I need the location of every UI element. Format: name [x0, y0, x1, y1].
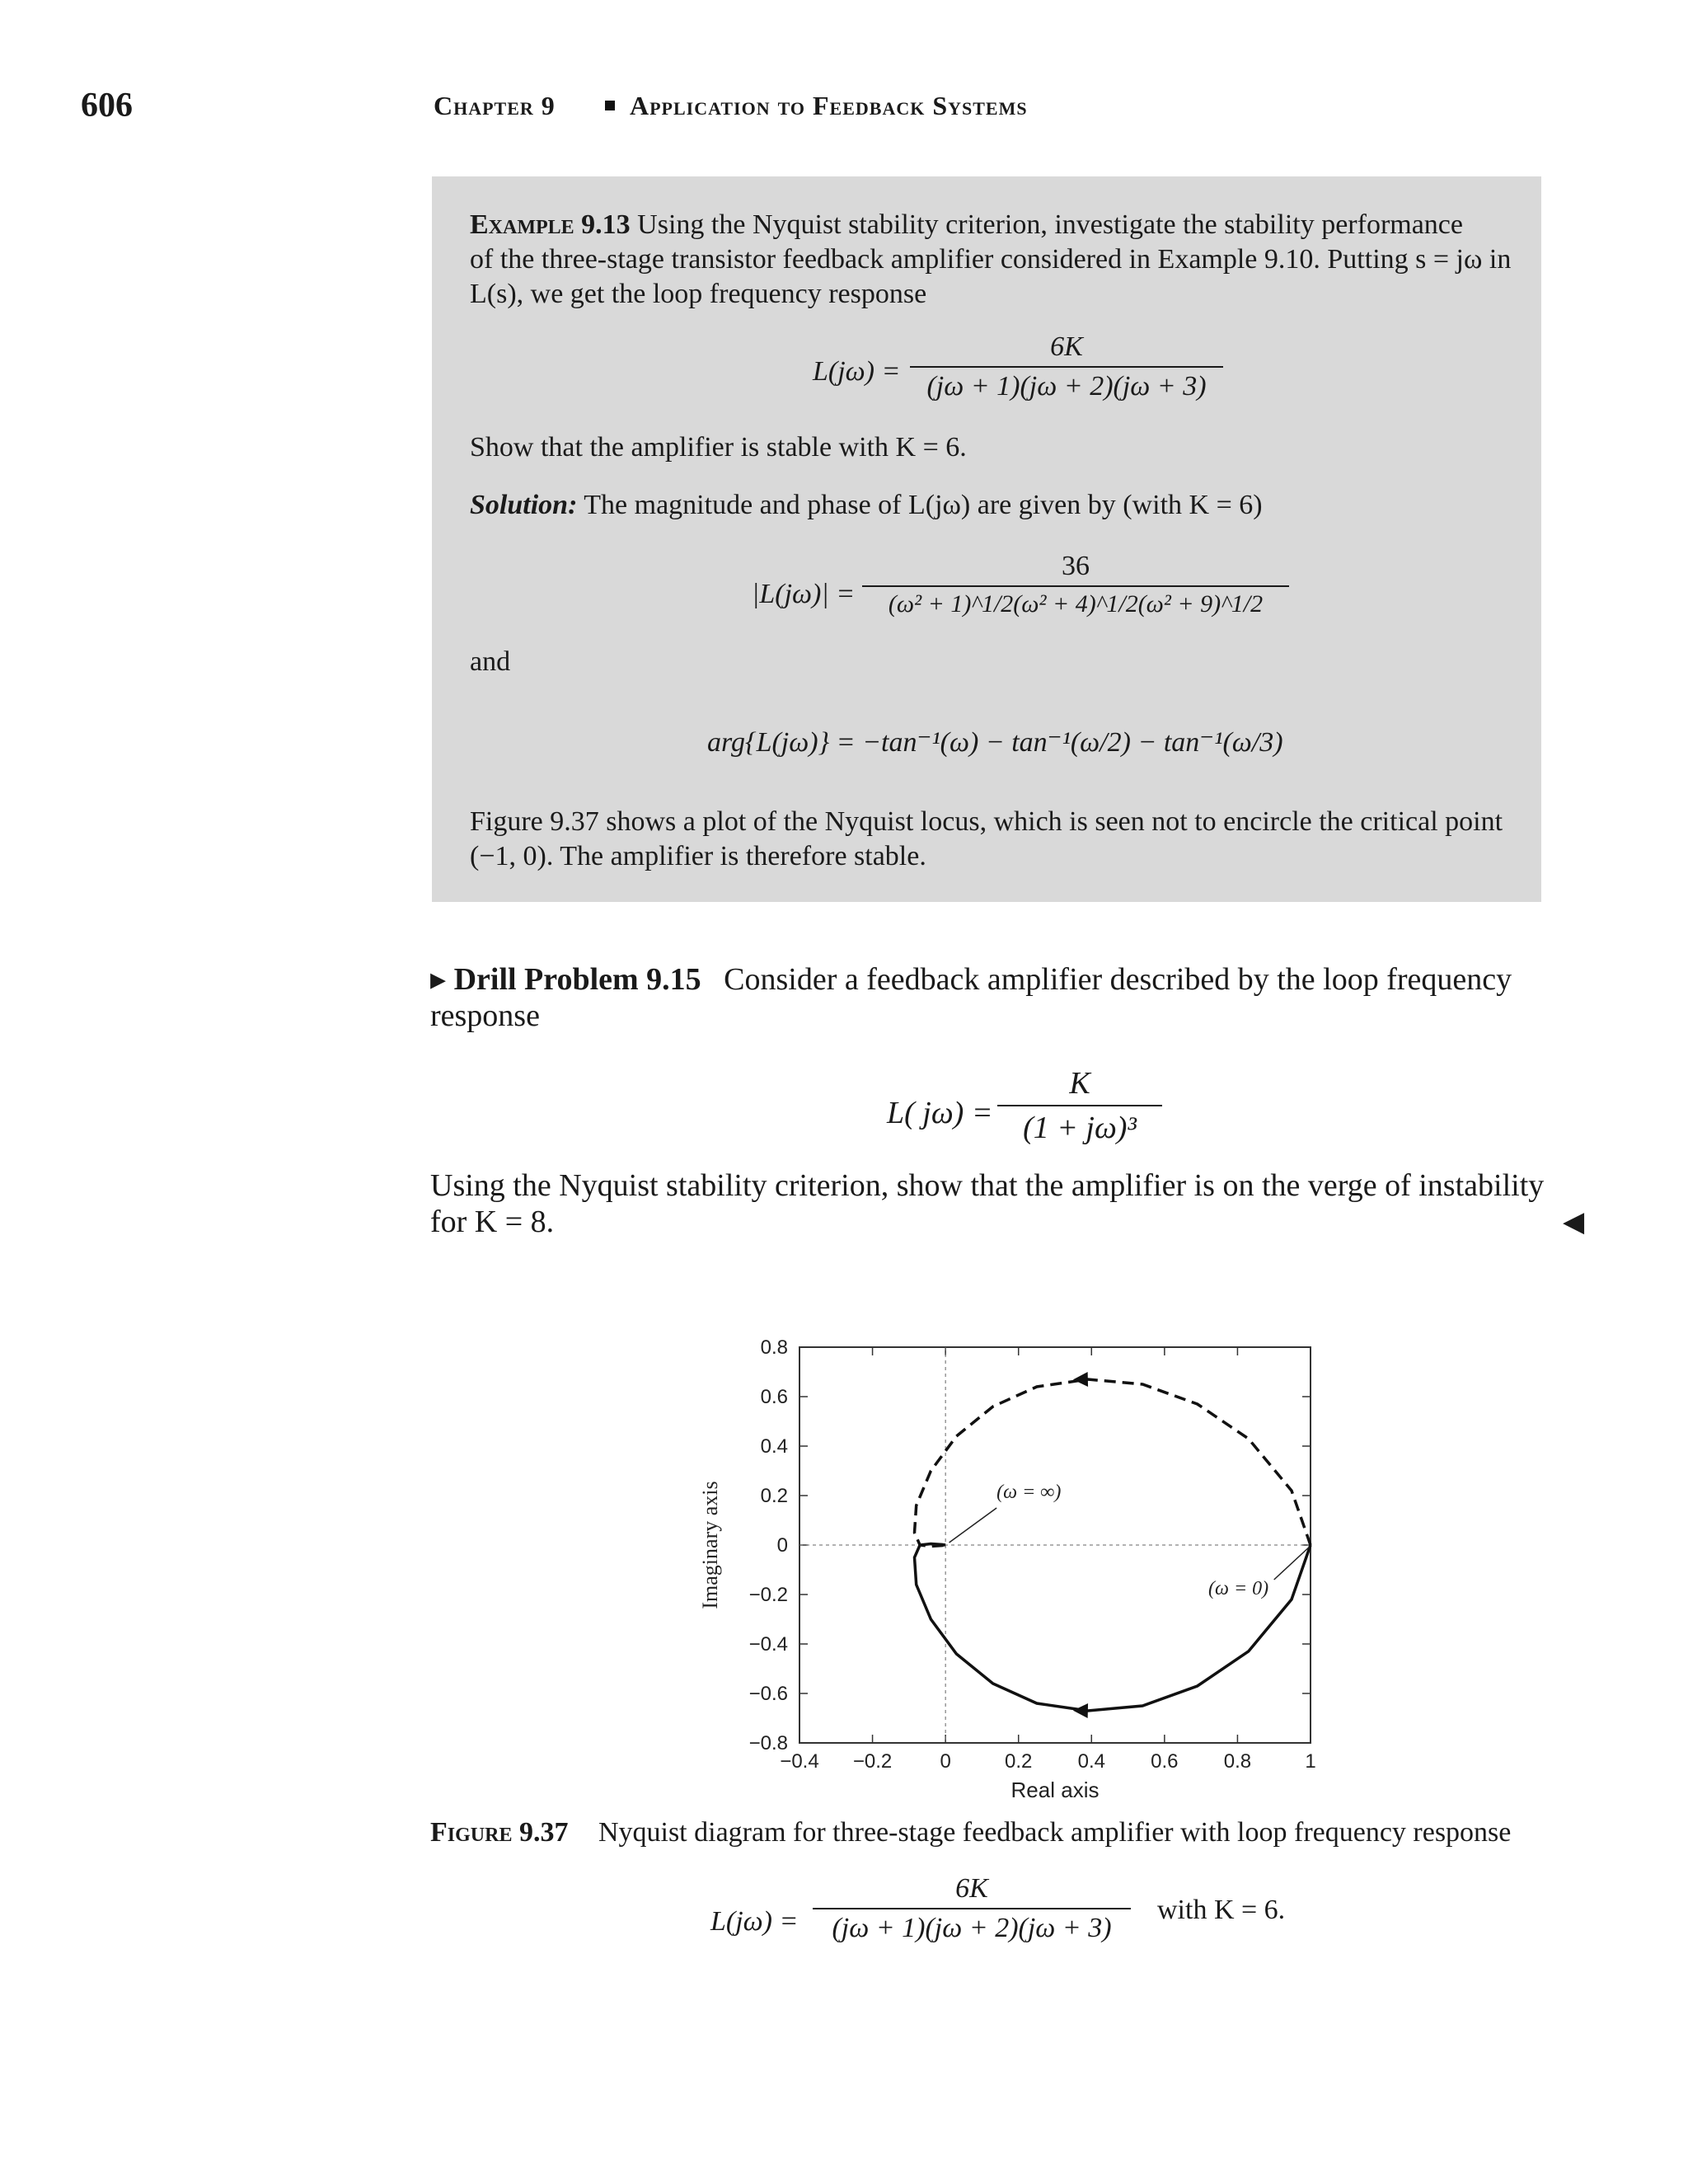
annotation-leader-infinity: [950, 1508, 997, 1543]
conclusion-1: Figure 9.37 shows a plot of the Nyquist locus, which is seen not to encircle the critical point: [470, 806, 1503, 837]
eq2-fraction: [862, 551, 1289, 618]
figure-caption-text: Nyquist diagram for three-stage feedback amplifier with loop frequency response: [598, 1817, 1512, 1848]
conclusion-2: (−1, 0). The amplifier is therefore stable.: [470, 841, 926, 871]
example-intro-3: L(s), we get the loop frequency response: [470, 279, 927, 309]
direction-arrow: [1073, 1372, 1088, 1387]
x-tick-label: 0: [940, 1750, 951, 1773]
drill-label: Drill Problem 9.15: [453, 962, 701, 997]
drill-line-1: [430, 961, 1601, 998]
chapter-label: Chapter 9: [434, 91, 556, 120]
fig-eq-numerator: 6K: [955, 1873, 988, 1904]
y-tick-label: 0.2: [760, 1485, 788, 1507]
drill-eq-denominator: (1 + jω)³: [1023, 1111, 1137, 1145]
plot-frame: [799, 1347, 1311, 1743]
y-tick-label: 0.4: [760, 1435, 788, 1458]
x-tick-label: 0.8: [1223, 1750, 1252, 1773]
eq1-denominator: (jω + 1)(jω + 2)(jω + 3): [926, 371, 1207, 402]
annotation-omega-zero: (ω = 0): [1208, 1578, 1269, 1599]
x-tick-label: −0.2: [852, 1750, 893, 1773]
y-tick-label: 0.8: [760, 1336, 788, 1359]
fig-eq-tail: with K = 6.: [1157, 1895, 1286, 1925]
drill-marker-icon: ▸: [430, 962, 447, 997]
y-axis-label: Imaginary axis: [698, 1481, 722, 1609]
example-intro-text: Using the Nyquist stability criterion, investigate the stability performance: [637, 209, 1463, 240]
x-tick-label: 0.6: [1151, 1750, 1179, 1773]
drill-line-2: response: [430, 998, 540, 1033]
solution-line: [470, 488, 1566, 523]
drill-text: Consider a feedback amplifier described by the loop frequency: [724, 962, 1512, 997]
drill-line-4: for K = 8.: [430, 1205, 555, 1239]
fig-eq-lhs: L(jω) =: [710, 1906, 799, 1937]
nyquist-locus-solid: [915, 1544, 1311, 1712]
y-tick-label: −0.8: [748, 1732, 788, 1754]
drill-eq-lhs: L( jω) =: [887, 1096, 993, 1130]
solution-label: Solution:: [470, 490, 578, 520]
direction-arrow: [1073, 1703, 1088, 1718]
drill-eq-numerator: K: [1069, 1066, 1090, 1101]
drill-line-3: Using the Nyquist stability criterion, show that the amplifier is on the verge of instability: [430, 1168, 1545, 1203]
y-tick-label: 0.6: [760, 1386, 788, 1408]
header-separator: [605, 101, 615, 110]
annotation-omega-infinity: (ω = ∞): [996, 1482, 1062, 1503]
nyquist-locus-dashed: [915, 1379, 1311, 1547]
drill-eq-fraction: [997, 1065, 1162, 1146]
example-intro-2: of the three-stage transistor feedback amplifier considered in Example 9.10. Putting s = jω in: [470, 244, 1512, 275]
eq2-lhs: |L(jω)| =: [752, 579, 856, 609]
x-tick-label: 0.4: [1077, 1750, 1105, 1773]
fig-eq-fraction: [813, 1873, 1131, 1944]
x-tick-label: 1: [1305, 1750, 1316, 1773]
eq3: arg{L(jω)} = −tan⁻¹(ω) − tan⁻¹(ω/2) − tan⁻¹(ω/3): [707, 727, 1283, 758]
x-tick-label: −0.4: [780, 1750, 819, 1773]
show-line: Show that the amplifier is stable with K = 6.: [470, 432, 967, 463]
example-intro-1: [470, 208, 1566, 242]
y-tick-label: −0.6: [748, 1683, 788, 1705]
x-tick-label: 0.2: [1005, 1750, 1033, 1773]
eq1-numerator: 6K: [1050, 331, 1083, 362]
and-text: and: [470, 646, 511, 677]
eq2-numerator: 36: [1062, 551, 1090, 581]
drill-end-marker-icon: ◀: [1563, 1207, 1585, 1238]
nyquist-chart: [684, 1327, 1360, 1810]
figure-label: Figure 9.37: [430, 1817, 569, 1848]
solution-text: The magnitude and phase of L(jω) are given by (with K = 6): [584, 490, 1263, 520]
example-label: Example 9.13: [470, 209, 631, 240]
nyquist-chart-svg: [684, 1327, 1360, 1806]
y-tick-label: −0.4: [748, 1633, 788, 1656]
page-number: 606: [81, 87, 133, 124]
eq1-fraction: [910, 331, 1223, 402]
figure-caption: [430, 1817, 1511, 1848]
eq1-lhs: L(jω) =: [813, 356, 901, 387]
x-axis-label: Real axis: [1010, 1778, 1100, 1802]
fig-eq-denominator: (jω + 1)(jω + 2)(jω + 3): [832, 1913, 1112, 1943]
eq2-denominator: (ω² + 1)^1/2(ω² + 4)^1/2(ω² + 9)^1/2: [888, 590, 1264, 618]
section-title: Application to Feedback Systems: [630, 91, 1028, 120]
y-tick-label: −0.2: [748, 1584, 788, 1606]
y-tick-label: 0: [776, 1534, 788, 1557]
